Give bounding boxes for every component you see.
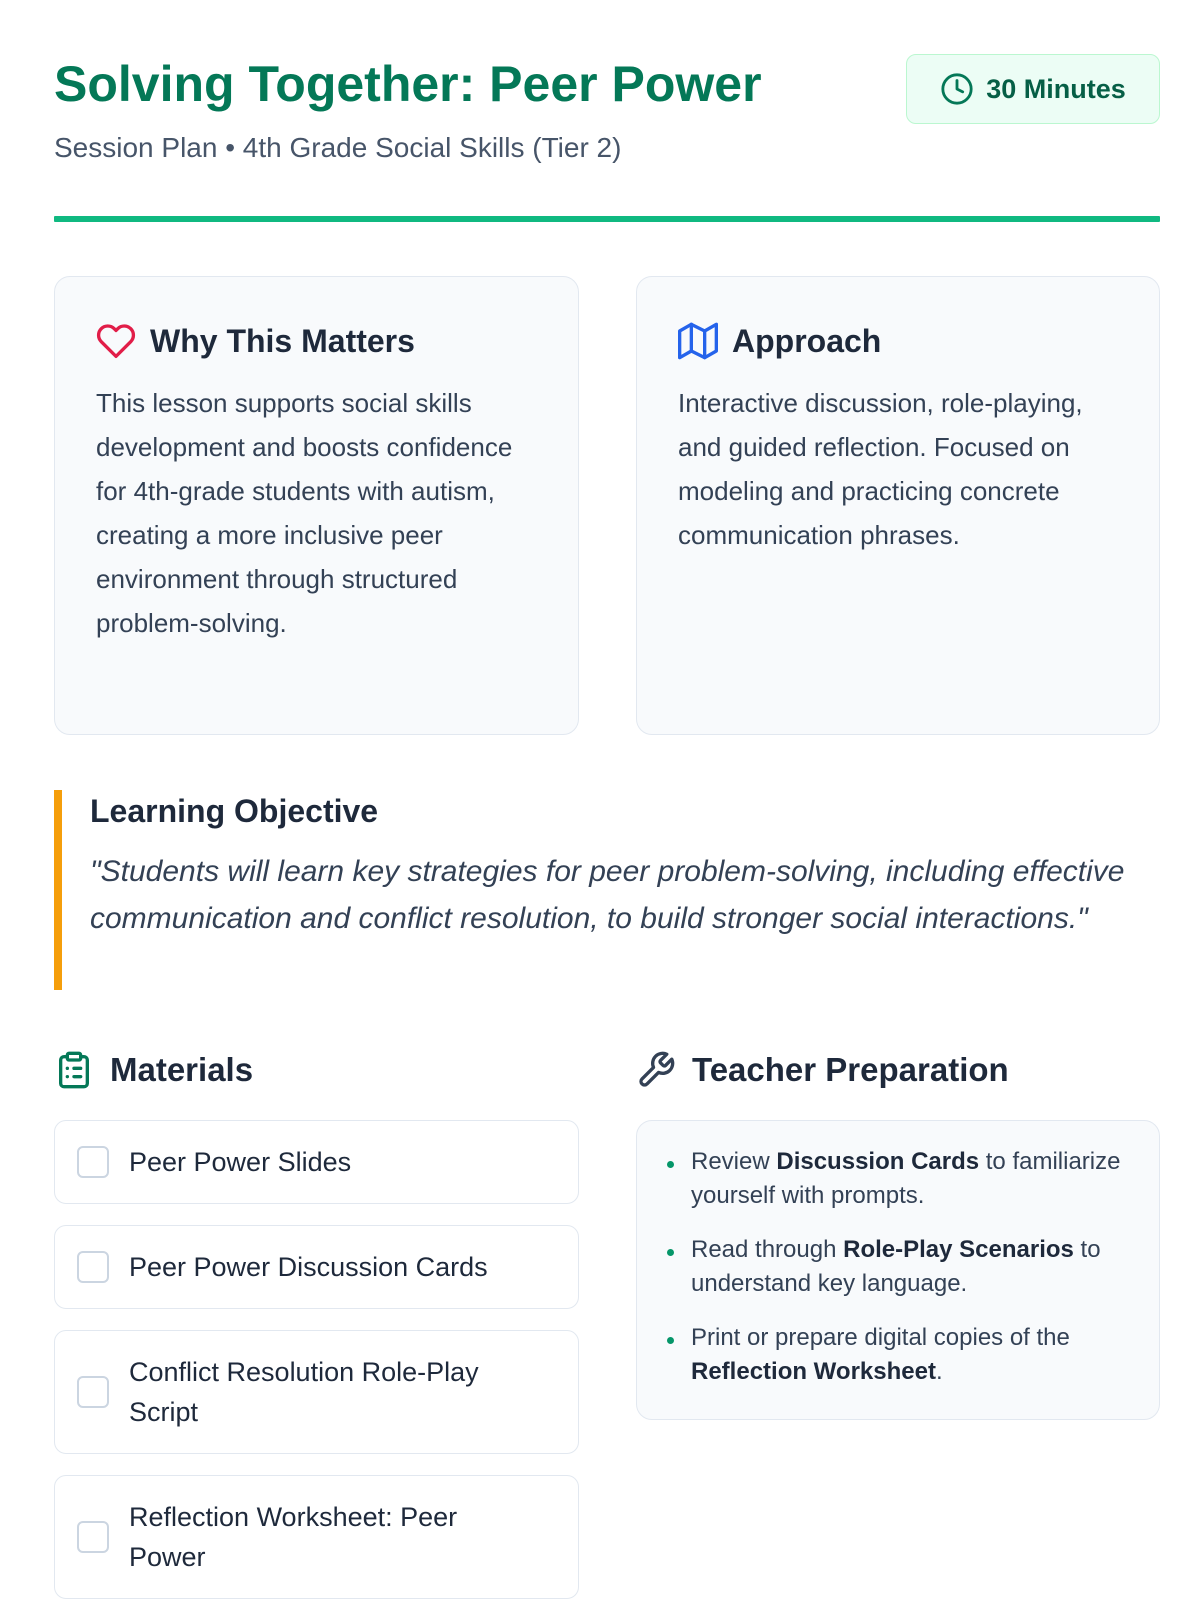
prep-text: Read through xyxy=(691,1236,844,1263)
clipboard-icon xyxy=(54,1050,94,1090)
duration-label: 30 Minutes xyxy=(986,73,1126,104)
learning-objective-quote: "Students will learn key strategies for peer problem-solving, including effective communication and conflict resolution, to build stronger social interactions." xyxy=(90,855,1125,935)
learning-objective-title: Learning Objective xyxy=(90,793,379,829)
approach-body: Interactive discussion, role-playing, and guided reflection. Focused on modeling and practicing concrete communication phrases. xyxy=(678,388,1083,550)
material-checkbox[interactable] xyxy=(77,1251,109,1283)
approach-title: Approach xyxy=(732,322,882,359)
teacher-preparation-title: Teacher Preparation xyxy=(692,1051,1009,1088)
page-header xyxy=(54,52,1160,222)
material-checkbox[interactable] xyxy=(77,1521,109,1553)
preparation-item xyxy=(665,1145,1131,1213)
materials-heading xyxy=(54,1045,253,1095)
preparation-item xyxy=(665,1321,1131,1389)
map-icon xyxy=(678,321,718,361)
material-item[interactable] xyxy=(54,1475,579,1599)
material-label: Peer Power Slides xyxy=(129,1147,352,1177)
prep-text: to understand key language. xyxy=(691,1236,1101,1297)
prep-text: . xyxy=(935,1358,943,1385)
why-this-matters-card xyxy=(54,276,579,735)
prep-highlight: Discussion Cards xyxy=(776,1148,980,1175)
why-this-matters-body: This lesson supports social skills development and boosts confidence for 4th-grade students with autism, creating a more inclusive peer environment through structured problem-solving. xyxy=(96,388,513,638)
material-item[interactable] xyxy=(54,1225,579,1309)
approach-card xyxy=(636,276,1160,735)
preparation-item xyxy=(665,1233,1131,1301)
material-checkbox[interactable] xyxy=(77,1146,109,1178)
prep-text: to familiarize yourself with prompts. xyxy=(691,1148,1121,1209)
teacher-preparation-card xyxy=(636,1120,1160,1420)
heart-icon xyxy=(96,321,136,361)
teacher-preparation-heading xyxy=(636,1045,1009,1095)
page-title: Solving Together: Peer Power xyxy=(54,56,762,112)
duration-badge xyxy=(906,54,1160,124)
material-label: Peer Power Discussion Cards xyxy=(129,1252,488,1282)
material-label: Conflict Resolution Role-Play Script xyxy=(129,1357,479,1427)
prep-text: Print or prepare digital copies of the xyxy=(691,1324,1070,1351)
materials-title: Materials xyxy=(110,1051,254,1088)
prep-highlight: Reflection Worksheet xyxy=(691,1358,936,1385)
material-label: Reflection Worksheet: Peer Power xyxy=(129,1502,458,1572)
preparation-list xyxy=(665,1145,1131,1389)
prep-text: Review xyxy=(691,1148,777,1175)
why-this-matters-title: Why This Matters xyxy=(150,322,415,359)
wrench-icon xyxy=(636,1050,676,1090)
header-divider xyxy=(54,216,1160,222)
learning-objective xyxy=(54,790,1160,990)
clock-icon xyxy=(940,72,974,106)
material-item[interactable] xyxy=(54,1330,579,1454)
material-checkbox[interactable] xyxy=(77,1376,109,1408)
prep-highlight: Role-Play Scenarios xyxy=(843,1236,1074,1263)
material-item[interactable] xyxy=(54,1120,579,1204)
page-subtitle: Session Plan • 4th Grade Social Skills (Tier 2) xyxy=(54,132,622,163)
